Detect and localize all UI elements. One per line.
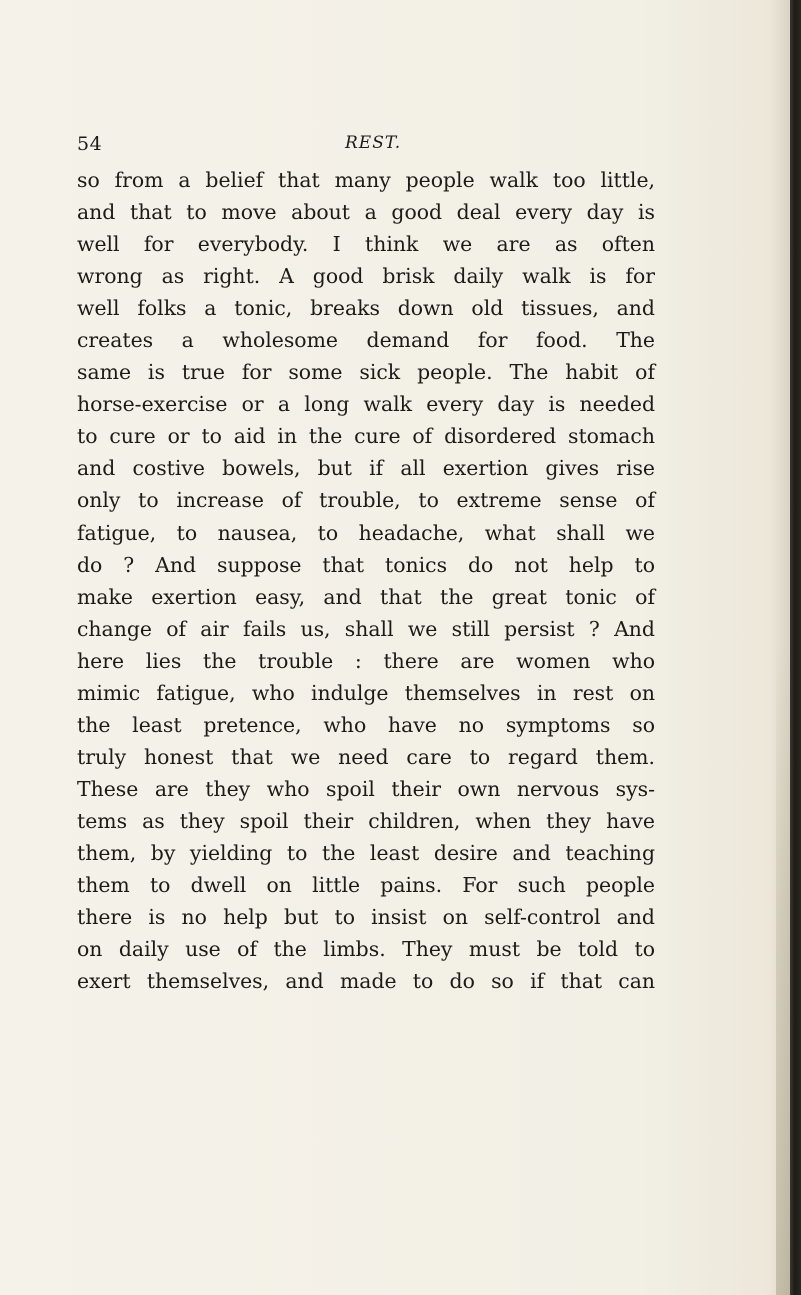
text-line: do ? And suppose that tonics do not help to — [77, 552, 655, 577]
text-line: the least pretence, who have no symptoms so — [77, 712, 655, 737]
text-line: them to dwell on little pains. For such people — [77, 873, 655, 898]
text-line: change of air fails us, shall we still persist ? And — [77, 616, 655, 641]
text-line: tems as they spoil their children, when they have — [77, 808, 655, 833]
page-header — [77, 133, 652, 159]
text-line: same is true for some sick people. The habit of — [77, 360, 655, 385]
page-binding-edge — [790, 0, 801, 1295]
text-line: mimic fatigue, who indulge themselves in rest on — [77, 680, 655, 705]
text-line: them, by yielding to the least desire and teaching — [77, 840, 655, 865]
running-head: REST. — [345, 133, 402, 153]
text-line: well folks a tonic, breaks down old tissues, and — [77, 296, 655, 321]
text-line: These are they who spoil their own nervous sys- — [77, 776, 655, 801]
text-line: and that to move about a good deal every day is — [77, 200, 655, 225]
text-line: exert themselves, and made to do so if that can — [77, 969, 655, 994]
text-line: wrong as right. A good brisk daily walk is for — [77, 264, 655, 289]
text-line: there is no help but to insist on self-control and — [77, 905, 655, 930]
text-line: well for everybody. I think we are as often — [77, 232, 655, 257]
text-line: only to increase of trouble, to extreme sense of — [77, 488, 655, 513]
body-text — [77, 164, 655, 997]
text-line: horse-exercise or a long walk every day is needed — [77, 392, 655, 417]
text-line: to cure or to aid in the cure of disordered stomach — [77, 424, 655, 449]
page-number: 54 — [77, 133, 103, 155]
text-line: make exertion easy, and that the great tonic of — [77, 584, 655, 609]
text-line: on daily use of the limbs. They must be told to — [77, 937, 655, 962]
text-line: fatigue, to nausea, to headache, what shall we — [77, 520, 655, 545]
text-line: so from a belief that many people walk too little, — [77, 168, 655, 192]
text-line: and costive bowels, but if all exertion gives rise — [77, 456, 655, 481]
text-line: creates a wholesome demand for food. The — [77, 328, 655, 353]
text-line: here lies the trouble : there are women who — [77, 648, 655, 673]
text-line: truly honest that we need care to regard them. — [77, 744, 655, 769]
